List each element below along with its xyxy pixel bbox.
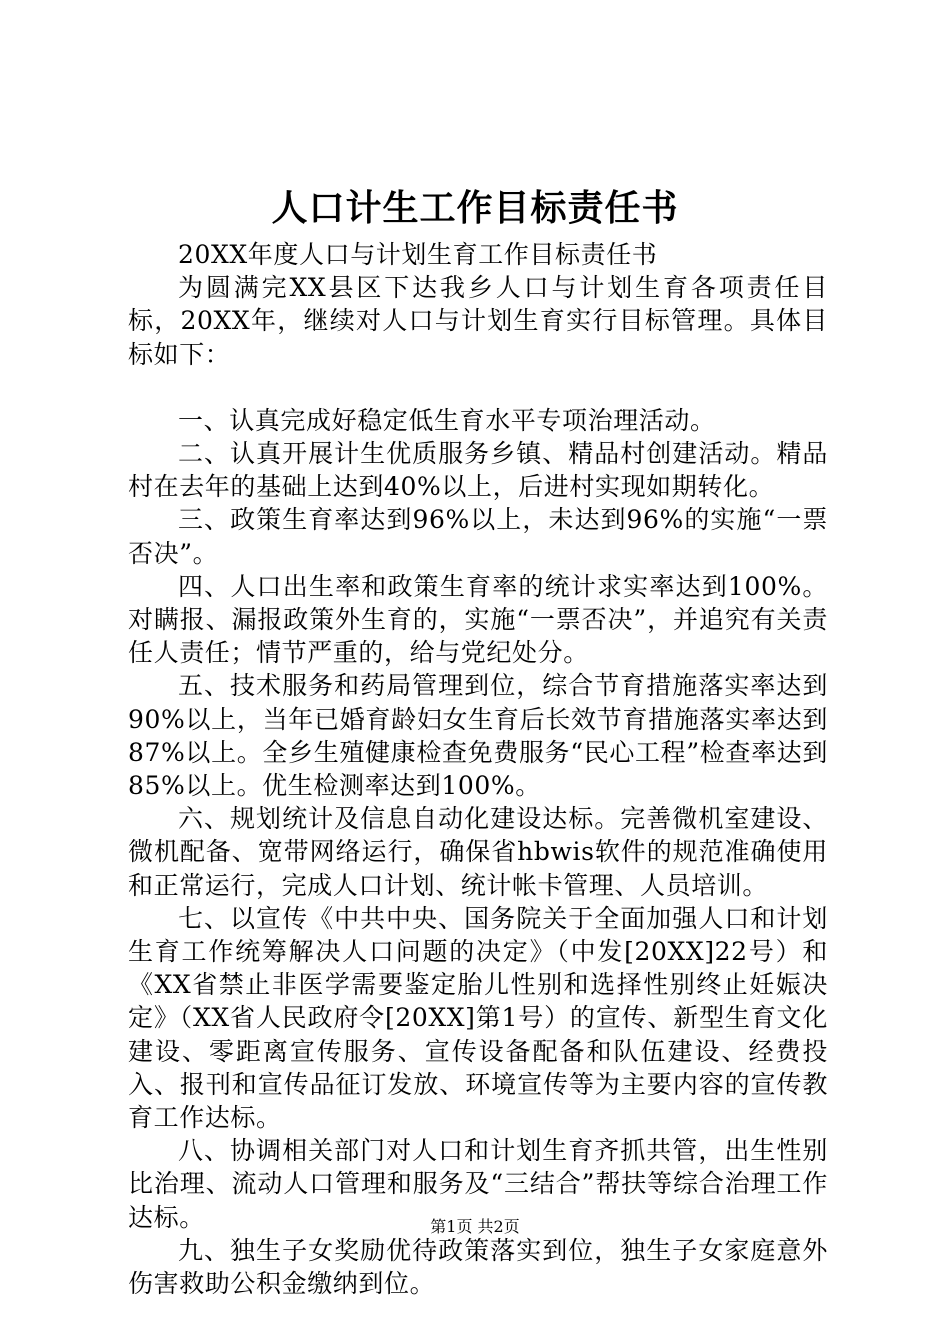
paragraph-intro: 为圆满完XX县区下达我乡人口与计划生育各项责任目标，20XX年，继续对人口与计划生育实行目标管理。具体目标如下： [128,273,828,369]
paragraph-item-8: 八、协调相关部门对人口和计划生育齐抓共管，出生性别比治理、流动人口管理和服务及“三结合”帮扶等综合治理工作达标。 [128,1136,828,1232]
paragraph-item-3: 三、政策生育率达到96%以上，未达到96%的实施“一票否决”。 [128,505,828,568]
paragraph-item-2: 二、认真开展计生优质服务乡镇、精品村创建活动。精品村在去年的基础上达到40%以上，后进村实现如期转化。 [128,439,828,502]
document-subtitle: 20XX年度人口与计划生育工作目标责任书 [178,240,658,269]
paragraph-item-7: 七、以宣传《中共中央、国务院关于全面加强人口和计划生育工作统筹解决人口问题的决定》（中发[20XX]22号）和《XX省禁止非医学需要鉴定胎儿性别和选择性别终止妊娠决定》（XX省人民政府令[20XX]第1号）的宣传、新型生育文化建设、零距离宣传服务、宣传设备配备和队伍建设、经费投入、报刊和宣传品征订发放、环境宣传等为主要内容的宣传教育工作达标。 [128,903,828,1133]
page-footer: 第1页 共2页 [430,1217,520,1236]
paragraph-item-4: 四、人口出生率和政策生育率的统计求实率达到100%。对瞒报、漏报政策外生育的，实施“一票否决”，并追究有关责任人责任；情节严重的，给与党纪处分。 [128,571,828,668]
paragraph-item-9: 九、独生子女奖励优待政策落实到位，独生子女家庭意外伤害救助公积金缴纳到位。 [128,1235,828,1299]
document-body [128,238,828,1300]
paragraph-item-5: 五、技术服务和药局管理到位，综合节育措施落实率达到90%以上，当年已婚育龄妇女生育后长效节育措施落实率达到87%以上。全乡生殖健康检查免费服务“民心工程”检查率达到85%以上。优生检测率达到100%。 [128,671,828,801]
paragraph-item-6: 六、规划统计及信息自动化建设达标。完善微机室建设、微机配备、宽带网络运行，确保省hbwis软件的规范准确使用和正常运行，完成人口计划、统计帐卡管理、人员培训。 [128,804,828,900]
document-title: 人口计生工作目标责任书 [271,187,679,229]
paragraph-item-1: 一、认真完成好稳定低生育水平专项治理活动。 [178,405,716,435]
